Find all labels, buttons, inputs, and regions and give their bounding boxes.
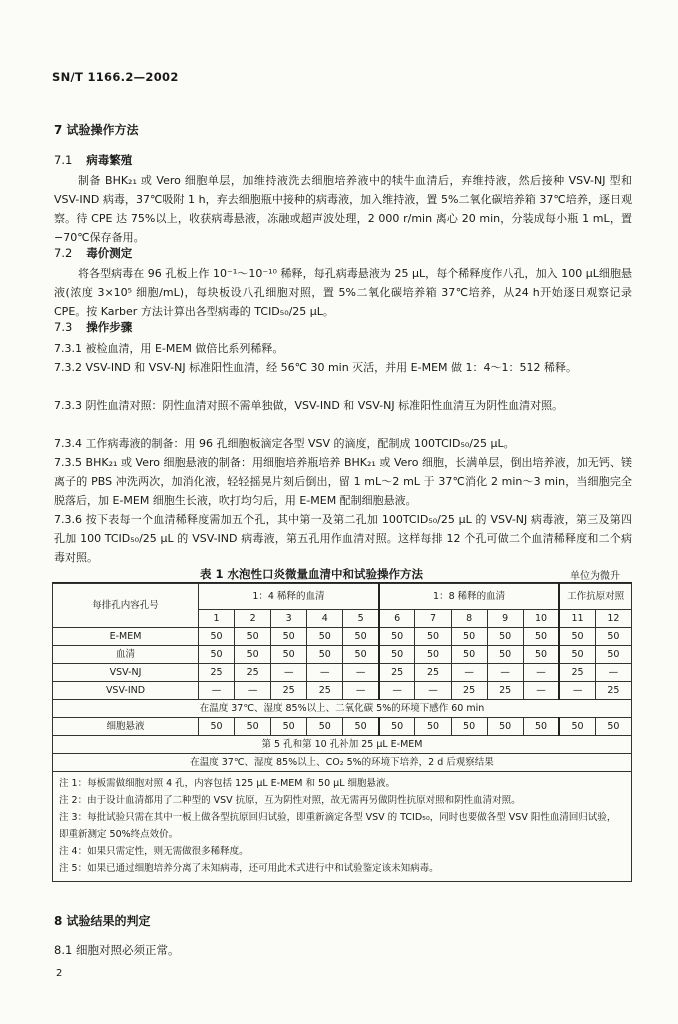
table-cell: — — [415, 682, 451, 700]
table-cell: 50 — [343, 718, 379, 736]
table-cell: 50 — [235, 646, 271, 664]
col-header: 5 — [343, 610, 379, 628]
table-cell: — — [595, 664, 631, 682]
table-cell: 50 — [199, 718, 235, 736]
table-cell: 50 — [451, 646, 487, 664]
col-header: 4 — [307, 610, 343, 628]
row-label: VSV-IND — [53, 682, 199, 700]
table-cell: 50 — [415, 718, 451, 736]
table-cell: 25 — [271, 682, 307, 700]
table-cell: 50 — [595, 646, 631, 664]
step-7-3-4: 7.3.4 工作病毒液的制备：用 96 孔细胞板滴定各型 VSV 的滴度，配制成 100TCID₅₀/25 μL。 — [54, 437, 515, 450]
table-cell: — — [343, 682, 379, 700]
table-cell: 25 — [235, 664, 271, 682]
table-notes-row — [53, 772, 632, 882]
table-notes — [53, 772, 632, 882]
table-cell: 50 — [343, 628, 379, 646]
incubation-step-1: 在温度 37℃、湿度 85%以上、二氧化碳 5%的环境下感作 60 min — [53, 700, 632, 718]
table-unit: 单位为微升 — [570, 571, 620, 582]
neutralization-table — [52, 583, 632, 882]
table-note-3: 注 3：每批试验只需在其中一板上做各型抗原回归试验，即重新滴定各型 VSV 的 TCID₅₀，同时也要做各型 VSV 阳性血清回归试验，即重新测定 50%终点效价。 — [59, 812, 617, 840]
table-cell: 50 — [595, 718, 631, 736]
table-group-header-row — [53, 584, 632, 610]
table-cell: 25 — [415, 664, 451, 682]
table-row-serum — [53, 646, 632, 664]
table-note-2: 注 2：由于设计血清都用了二种型的 VSV 抗原，互为阴性对照，故无需再另做阴性抗原对照和阴性血清对照。 — [59, 795, 521, 806]
table-cell: 25 — [199, 664, 235, 682]
table-cell: 50 — [559, 718, 595, 736]
col-header: 2 — [235, 610, 271, 628]
step-7-3-3: 7.3.3 阴性血清对照：阴性血清对照不需单独做，VSV-IND 和 VSV-NJ 标准阳性血清互为阴性血清对照。 — [54, 399, 564, 412]
section-8-heading: 8 试验结果的判定 — [54, 914, 151, 928]
table-row-vsv-ind — [53, 682, 632, 700]
table-cell: — — [235, 682, 271, 700]
step-7-3-1: 7.3.1 被检血清，用 E-MEM 做倍比系列稀释。 — [54, 342, 284, 355]
table-cell: 25 — [487, 682, 523, 700]
table-cell: 25 — [595, 682, 631, 700]
row-label: VSV-NJ — [53, 664, 199, 682]
table-cell: — — [559, 682, 595, 700]
row-label: 细胞悬液 — [53, 718, 199, 736]
table-cell: — — [343, 664, 379, 682]
section-7-3-title: 操作步骤 — [86, 320, 133, 334]
table-add-medium-row — [53, 736, 632, 754]
col-header: 3 — [271, 610, 307, 628]
step-7-3-6: 7.3.6 按下表每一个血清稀释度需加五个孔，其中第一及第二孔加 100TCID₅₀/25 μL 的 VSV-NJ 病毒液，第三及第四孔加 100 TCID₅₀/25 μL 的 VSV-IND 病毒液，第五孔用作血清对照。这样每排 12 个孔可做二个血清稀释度和二个病毒对照。 — [54, 513, 632, 564]
table-cell: — — [307, 664, 343, 682]
table-cell: 25 — [307, 682, 343, 700]
row-label: E-MEM — [53, 628, 199, 646]
table-row-vsv-nj — [53, 664, 632, 682]
col-header: 7 — [415, 610, 451, 628]
table-cell: 50 — [487, 646, 523, 664]
section-7-2-title: 毒价测定 — [86, 246, 133, 260]
table-cell: 25 — [451, 682, 487, 700]
table-cell: 50 — [523, 718, 559, 736]
table-cell: 50 — [559, 646, 595, 664]
table-cell: 50 — [379, 718, 415, 736]
col-header: 8 — [451, 610, 487, 628]
section-7-1-text: 制备 BHK₂₁ 或 Vero 细胞单层，加维持液洗去细胞培养液中的犊牛血清后，弃维持液，然后接种 VSV-NJ 型和 VSV-IND 病毒，37℃吸附 1 h，弃去细胞瓶中接种的病毒液，加入维持液，置 5%二氧化碳培养箱 37℃培养，逐日观察。待 CPE 达 75%以上，收获病毒悬液，冻融或超声波处理，2 000 r/min 离心 20 min，分装成每小瓶 1 mL，置 −70℃保存备用。 — [54, 174, 632, 244]
table-cell: 50 — [271, 646, 307, 664]
col-header: 11 — [559, 610, 595, 628]
table-cell: 50 — [235, 628, 271, 646]
add-medium-note: 第 5 孔和第 10 孔补加 25 μL E-MEM — [53, 736, 632, 754]
col-header: 6 — [379, 610, 415, 628]
table-cell: — — [271, 664, 307, 682]
table-cell: — — [199, 682, 235, 700]
table-cell: 25 — [559, 664, 595, 682]
table-cell: 25 — [379, 664, 415, 682]
table-cell: — — [451, 664, 487, 682]
table-incubation-row-1 — [53, 700, 632, 718]
group-header-control: 工作抗原对照 — [559, 584, 631, 610]
table-cell: 50 — [415, 628, 451, 646]
table-cell: 50 — [271, 628, 307, 646]
table-cell: — — [487, 664, 523, 682]
table-cell: 50 — [595, 628, 631, 646]
table-cell: 50 — [235, 718, 271, 736]
table-note-1: 注 1：每板需做细胞对照 4 孔，内容包括 125 μL E-MEM 和 50 μL 细胞悬液。 — [59, 778, 396, 789]
col-header: 12 — [595, 610, 631, 628]
table-cell: — — [379, 682, 415, 700]
table-cell: 50 — [271, 718, 307, 736]
section-7-2-text: 将各型病毒在 96 孔板上作 10⁻¹～10⁻¹⁰ 稀释，每孔病毒悬液为 25 μL，每个稀释度作八孔，加入 100 μL细胞悬液(浓度 3×10⁵ 细胞/mL)，每块板设八孔细胞对照，置 5%二氧化碳培养箱 37℃培养，从24 h开始逐日观察记录 CPE。按 Karber 方法计算出各型病毒的 TCID₅₀/25 μL。 — [54, 267, 632, 318]
table-cell: 50 — [451, 628, 487, 646]
table-cell: 50 — [415, 646, 451, 664]
col-header: 9 — [487, 610, 523, 628]
col-header: 1 — [199, 610, 235, 628]
section-8-1-text: 8.1 细胞对照必须正常。 — [54, 943, 180, 957]
standard-number-header: SN/T 1166.2—2002 — [52, 70, 179, 84]
section-7-heading: 7 试验操作方法 — [54, 123, 139, 137]
row-label: 血清 — [53, 646, 199, 664]
table-cell: 50 — [199, 646, 235, 664]
group-header-1-4: 1：4 稀释的血清 — [199, 584, 379, 610]
table-cell: 50 — [487, 718, 523, 736]
table-cell: 50 — [523, 646, 559, 664]
table-note-4: 注 4：如果只需定性，则无需做很多稀释度。 — [59, 846, 249, 857]
table-cell: 50 — [307, 646, 343, 664]
section-7-1-number: 7.1 — [54, 153, 73, 167]
table-cell: 50 — [379, 646, 415, 664]
table-note-5: 注 5：如果已通过细胞培养分离了未知病毒，还可用此术式进行中和试验鉴定该未知病毒。 — [59, 863, 439, 874]
incubation-step-2: 在温度 37℃、湿度 85%以上、CO₂ 5%的环境下培养，2 d 后观察结果 — [53, 754, 632, 772]
section-7-3-number: 7.3 — [54, 320, 73, 334]
table-row-cell-suspension — [53, 718, 632, 736]
table-caption: 表 1 水泡性口炎微量血清中和试验操作方法 — [200, 567, 424, 581]
section-7-1-title: 病毒繁殖 — [86, 153, 133, 167]
table-cell: 50 — [307, 718, 343, 736]
step-7-3-2: 7.3.2 VSV-IND 和 VSV-NJ 标准阳性血清，经 56℃ 30 min 灭活，并用 E-MEM 做 1：4～1：512 稀释。 — [54, 361, 578, 374]
table-cell: 50 — [379, 628, 415, 646]
table-cell: 50 — [523, 628, 559, 646]
step-7-3-5: 7.3.5 BHK₂₁ 或 Vero 细胞悬液的制备：用细胞培养瓶培养 BHK₂₁ 或 Vero 细胞，长满单层，倒出培养液，加无钙、镁离子的 PBS 冲洗两次，加消化液，轻轻摇晃片刻后倒出，留 1 mL～2 mL 于 37℃消化 2 min～3 min，当细胞完全脱落后，加 E-MEM 细胞生长液，吹打均匀后，用 E-MEM 配制细胞悬液。 — [54, 456, 632, 507]
table-row-e-mem — [53, 628, 632, 646]
table-cell: 50 — [199, 628, 235, 646]
table-corner-label: 每排孔内容孔号 — [53, 584, 199, 628]
table-cell: — — [523, 664, 559, 682]
col-header: 10 — [523, 610, 559, 628]
table-cell: 50 — [343, 646, 379, 664]
table-incubation-row-2 — [53, 754, 632, 772]
group-header-1-8: 1：8 稀释的血清 — [379, 584, 559, 610]
page-number: 2 — [56, 968, 63, 979]
table-cell: 50 — [559, 628, 595, 646]
table-cell: — — [523, 682, 559, 700]
section-7-2-number: 7.2 — [54, 246, 73, 260]
section-7-3-heading — [54, 319, 132, 335]
table-cell: 50 — [487, 628, 523, 646]
table-cell: 50 — [307, 628, 343, 646]
section-7-1-heading — [54, 152, 132, 168]
table-cell: 50 — [451, 718, 487, 736]
section-7-2-heading — [54, 245, 132, 261]
